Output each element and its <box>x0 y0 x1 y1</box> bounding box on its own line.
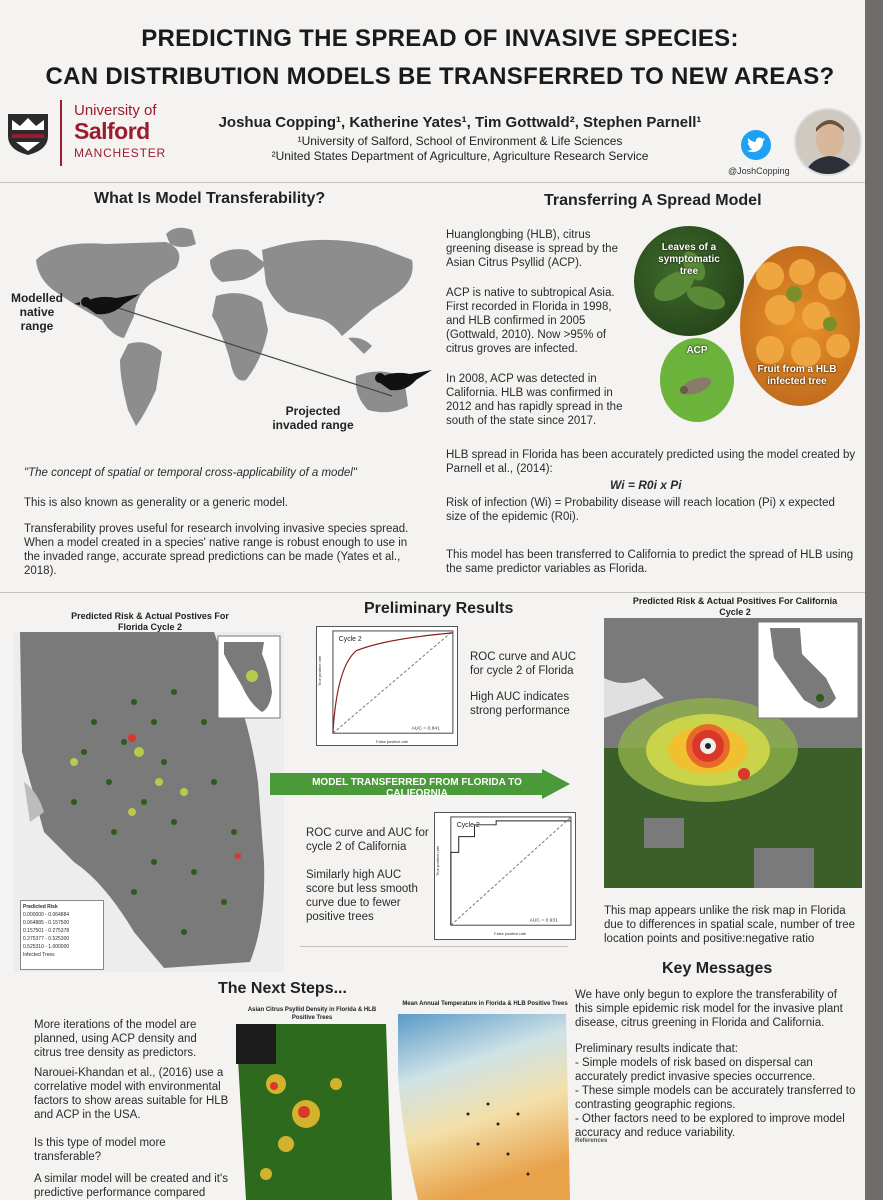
bullet-other-factors: - Other factors need to be explored to improve model accuracy and reduce variability. <box>575 1113 845 1139</box>
text-narouei: Narouei-Khandan et al., (2016) use a correlative model with environmental factors to show areas suitable for HLB and ACP in the USA. <box>34 1067 229 1121</box>
legend-predicted-risk: Predicted Risk 0.000000 - 0.064884 0.064885 - 0.157500 0.157501 - 0.275378 0.275377 - 0.525300 0.525310 - 1.000000 Infected Trees <box>20 900 104 970</box>
acp-density-map-title: Asian Citrus Psyllid Density in Florida & HLB Positive Trees <box>247 1007 377 1021</box>
text-roc-florida: ROC curve and AUC for cycle 2 of Florida <box>470 651 577 677</box>
text-preliminary-indicate: Preliminary results indicate that: <box>575 1043 738 1055</box>
world-map <box>16 220 436 450</box>
roc2-xlabel: False positive rate <box>494 931 526 937</box>
references: References <box>575 1138 608 1144</box>
logo-line3: MANCHESTER <box>74 146 167 160</box>
poster-title: PREDICTING THE SPREAD OF INVASIVE SPECIES: CAN DISTRIBUTION MODELS BE TRANSFERRED TO NEW AREAS? <box>45 25 835 90</box>
text-risk-definition: Risk of infection (Wi) = Probability disease will reach location (Pi) x expected size of the epidemic (R0i). <box>446 497 835 523</box>
text-more-transferable: Is this type of model more transferable? <box>34 1137 166 1163</box>
text-high-auc: High AUC indicates strong performance <box>470 691 570 717</box>
twitter-icon <box>741 130 771 160</box>
heading-model-transferability: What Is Model Transferability? <box>94 190 326 207</box>
roc2-ylabel: True positive rate <box>435 845 441 876</box>
roc1-auc: AUC = 0.841 <box>411 726 440 732</box>
bullet-simple-models: - Simple models of risk based on dispersal can accurately predict invasive species occurrence. <box>575 1057 816 1083</box>
label-leaves: Leaves of a symptomatic tree <box>658 242 720 277</box>
roc2-auc: AUC = 0.931 <box>529 918 558 924</box>
label-invaded-range: Projected invaded range <box>272 404 354 432</box>
roc2-cycle-label: Cycle 2 <box>456 821 480 829</box>
text-acp-native: ACP is native to subtropical Asia. First recorded in Florida in 1998, and HLB confirmed in 2005 (Gottwald, 2010). Now >95% of citrus groves are infected. <box>446 287 615 355</box>
label-native-range: Modelled native range <box>10 291 63 333</box>
bullet-transferred: - These simple models can be accurately transferred to contrasting geographic regions. <box>575 1085 856 1111</box>
text-generality: This is also known as generality or a generic model. <box>24 497 288 509</box>
author-list: Joshua Copping¹, Katherine Yates¹, Tim Gottwald², Stephen Parnell¹ <box>218 114 702 131</box>
banner-text: MODEL TRANSFERRED FROM FLORIDA TO CALIFORNIA <box>312 777 522 799</box>
affiliation-2: ²United States Department of Agriculture, Agriculture Research Service <box>271 149 649 163</box>
poster-board-edge <box>865 0 883 1200</box>
text-california: In 2008, ACP was detected in California. HLB was confirmed in 2012 and has rapidly spread in the south of the state since 2017. <box>446 373 623 427</box>
twitter-handle: @JoshCopping <box>728 166 790 176</box>
temperature-map-title: Mean Annual Temperature in Florida & HLB Positive Trees <box>402 1001 568 1007</box>
quote-definition: "The concept of spatial or temporal cross-applicability of a model" <box>24 467 357 479</box>
california-map-title: Predicted Risk & Actual Positives For California Cycle 2 <box>632 596 838 617</box>
text-similar-model: A similar model will be created and it's predictive performance compared <box>34 1173 228 1199</box>
logo-line1: University of <box>74 102 157 119</box>
text-similar-auc: Similarly high AUC score but less smooth curve due to fewer positive trees <box>306 869 418 923</box>
formula-risk: Wi = R0i x Pi <box>610 478 682 492</box>
heading-preliminary-results: Preliminary Results <box>364 600 514 617</box>
header-divider <box>0 182 868 183</box>
affiliations <box>190 134 730 164</box>
heading-key-messages: Key Messages <box>662 960 773 977</box>
florida-map-title: Predicted Risk & Actual Postives For Florida Cycle 2 <box>71 611 229 632</box>
text-california-map-note: This map appears unlike the risk map in Florida due to differences in spatial scale, number of tree location points and positive:negative ratio <box>604 905 856 945</box>
roc1-cycle-label: Cycle 2 <box>338 635 362 643</box>
logo-divider <box>60 100 62 166</box>
temperature-map <box>398 1014 570 1200</box>
section-divider-2 <box>300 946 568 947</box>
california-risk-map <box>604 618 862 888</box>
acp-density-map <box>236 1024 392 1200</box>
label-fruit: Fruit from a HLB infected tree <box>757 364 837 387</box>
roc1-xlabel: False positive rate <box>376 739 409 745</box>
affiliation-1: ¹University of Salford, School of Environment & Life Sciences <box>297 134 623 148</box>
roc-curve-florida <box>316 626 458 746</box>
text-iterations: More iterations of the model are planned, using ACP density and citrus tree density as predictors. <box>34 1019 197 1059</box>
author-photo <box>794 108 862 176</box>
text-transferred-california: This model has been transferred to California to predict the spread of HLB using the same predictor variables as Florida. <box>446 549 854 575</box>
logo-line2: Salford <box>74 118 150 144</box>
roc-curve-california <box>434 812 576 940</box>
text-hlb-intro: Huanglongbing (HLB), citrus greening disease is spread by the Asian Citrus Psyllid (ACP). <box>446 229 618 269</box>
section-divider-1 <box>0 592 868 593</box>
crest-icon <box>6 110 50 156</box>
roc1-ylabel: True positive rate <box>317 655 323 686</box>
text-key-intro: We have only begun to explore the transferability of this simple epidemic risk model for the invasive plant disease, citrus greening in Florida and California. <box>575 989 843 1029</box>
heading-next-steps: The Next Steps... <box>218 980 347 997</box>
heading-spread-model: Transferring A Spread Model <box>544 192 762 209</box>
label-acp: ACP <box>686 345 708 356</box>
text-florida-model: HLB spread in Florida has been accurately predicted using the model created by Parnell et al., (2014): <box>446 449 856 475</box>
text-roc-california: ROC curve and AUC for cycle 2 of California <box>306 827 429 853</box>
university-logo <box>4 96 174 166</box>
text-transferability-use: Transferability proves useful for research involving invasive species spread. When a model created in a species' native range is robust enough to use in the invaded range, accurate spread predictions can be made (Yates et al., 2018). <box>24 523 409 577</box>
